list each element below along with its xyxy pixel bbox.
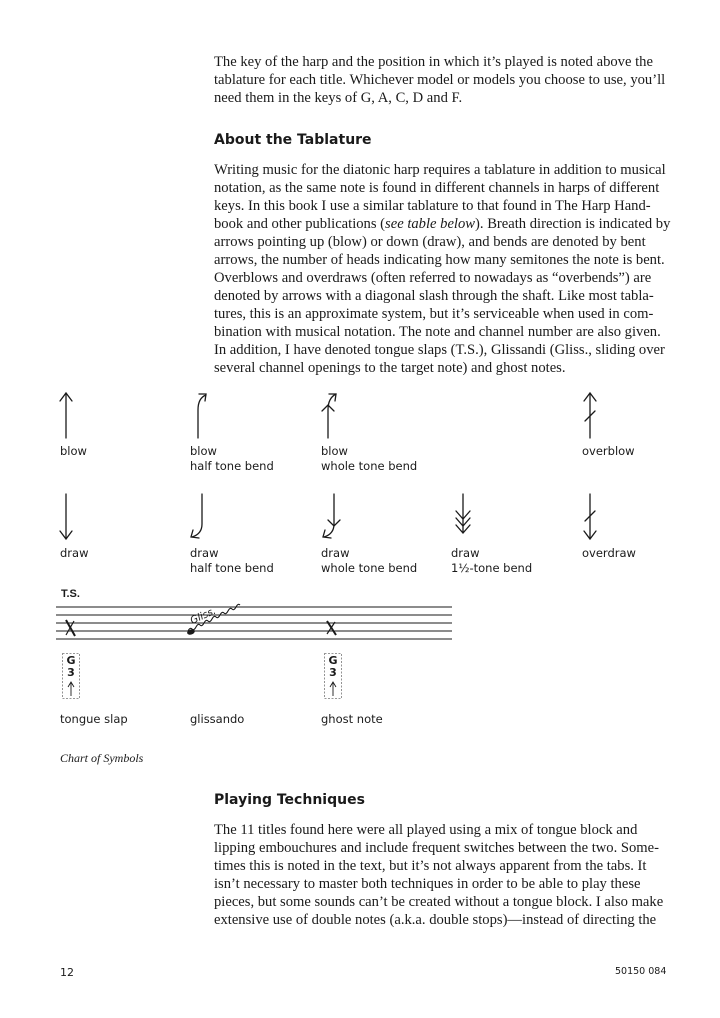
- symbol-label: [60, 546, 88, 561]
- symbol-label-line: blow: [321, 444, 348, 458]
- symbol-label-line: overdraw: [582, 546, 636, 560]
- blow-whole-bend-arrow-icon: [318, 390, 346, 440]
- symbol-label-line: 1½-tone bend: [451, 561, 533, 575]
- techniques-paragraph: [214, 821, 674, 929]
- music-staff: [56, 584, 456, 646]
- text-line: bination with musical notation. The note and channel number are also given.: [214, 324, 661, 340]
- symbol-label-line: draw: [60, 546, 89, 560]
- tab-channel: 3: [67, 666, 75, 679]
- symbol-label: [190, 444, 274, 474]
- symbol-label-line: blow: [190, 444, 217, 458]
- technique-label-glissando: glissando: [190, 712, 245, 726]
- tab-note: G: [328, 654, 338, 667]
- text-segment: book and other publications (: [214, 216, 386, 232]
- symbol-label-line: whole tone bend: [321, 561, 418, 575]
- text-line: isn’t necessary to master both techniques in order to be able to play these: [214, 876, 641, 892]
- symbol-label: [321, 546, 417, 576]
- text-line: In addition, I have denoted tongue slaps (T.S.), Glissandi (Gliss., sliding over: [214, 342, 665, 358]
- tab-box-ghost-note: [324, 653, 342, 699]
- tab-channel: 3: [329, 666, 337, 679]
- symbol-label-line: half tone bend: [190, 561, 274, 575]
- symbol-label-line: overblow: [582, 444, 635, 458]
- tab-note: G: [66, 654, 76, 667]
- draw-whole-bend-arrow-icon: [316, 492, 344, 542]
- symbol-label-line: blow: [60, 444, 87, 458]
- text-line: need them in the keys of G, A, C, D and F.: [214, 90, 463, 106]
- tongue-slap-mark: T.S.: [61, 588, 80, 600]
- about-paragraph: [214, 161, 674, 377]
- symbol-label: [321, 444, 417, 474]
- symbol-label: [582, 546, 636, 561]
- text-line: extensive use of double notes (a.k.a. double stops)—instead of directing the: [214, 912, 657, 928]
- text-line: tablature for each title. Whichever model or models you choose to use, you’ll: [214, 72, 666, 88]
- italic-reference: see table below: [385, 216, 476, 232]
- draw-arrow-icon: [56, 492, 76, 542]
- text-line: Overblows and overdraws (often referred to nowadays as “overbends”) are: [214, 270, 652, 286]
- tab-box-tongue-slap: [62, 653, 80, 699]
- page-number: 12: [60, 966, 74, 979]
- text-line: The key of the harp and the position in which it’s played is noted above the: [214, 54, 653, 70]
- text-segment: ). Breath direction is indicated by: [475, 216, 671, 232]
- text-line: denoted by arrows with a diagonal slash through the shaft. Like most tabla-: [214, 288, 654, 304]
- catalog-number: 50150 084: [615, 966, 667, 977]
- draw-one-and-half-bend-arrow-icon: [451, 492, 475, 542]
- symbol-label-line: half tone bend: [190, 459, 274, 473]
- text-line: notation, as the same note is found in different channels in harps of different: [214, 180, 660, 196]
- overblow-arrow-icon: [580, 390, 600, 440]
- intro-paragraph: [214, 53, 674, 107]
- text-line: lipping embouchures and include frequent switches between the two. Some-: [214, 840, 659, 856]
- text-line: pieces, but some sounds can’t be created without a tongue block. I also make: [214, 894, 664, 910]
- symbol-label-line: draw: [190, 546, 219, 560]
- tongue-slap-note-icon: [66, 620, 75, 636]
- symbol-label: [190, 546, 274, 576]
- symbol-label-line: draw: [451, 546, 480, 560]
- text-line: tures, this is an approximate system, but it’s serviceable when used in com-: [214, 306, 654, 322]
- symbol-label: [60, 444, 87, 459]
- blow-half-bend-arrow-icon: [188, 390, 216, 440]
- text-line: arrows, the number of heads indicating how many semitones the note is bent.: [214, 252, 665, 268]
- technique-label-tongue-slap: tongue slap: [60, 712, 128, 726]
- text-line: [214, 215, 674, 233]
- symbol-label: [582, 444, 635, 459]
- text-line: Writing music for the diatonic harp requires a tablature in addition to musical: [214, 162, 666, 178]
- draw-half-bend-arrow-icon: [184, 492, 212, 542]
- section-heading-about-tablature: About the Tablature: [214, 132, 372, 148]
- glissando-text: Gliss.: [188, 605, 218, 627]
- chart-caption: Chart of Symbols: [60, 751, 144, 765]
- text-line: arrows pointing up (blow) or down (draw), and bends are denoted by bent: [214, 234, 646, 250]
- blow-arrow-icon: [56, 390, 76, 440]
- text-line: keys. In this book I use a similar tablature to that found in The Harp Hand-: [214, 198, 651, 214]
- section-heading-playing-techniques: Playing Techniques: [214, 792, 365, 808]
- symbol-label-line: draw: [321, 546, 350, 560]
- technique-label-ghost-note: ghost note: [321, 712, 383, 726]
- text-line: times this is noted in the text, but it’s not always apparent from the tabs. It: [214, 858, 647, 874]
- symbol-label: [451, 546, 532, 576]
- symbol-label-line: whole tone bend: [321, 459, 418, 473]
- text-line: The 11 titles found here were all played using a mix of tongue block and: [214, 822, 638, 838]
- text-line: several channel openings to the target note) and ghost notes.: [214, 360, 566, 376]
- overdraw-arrow-icon: [580, 492, 600, 542]
